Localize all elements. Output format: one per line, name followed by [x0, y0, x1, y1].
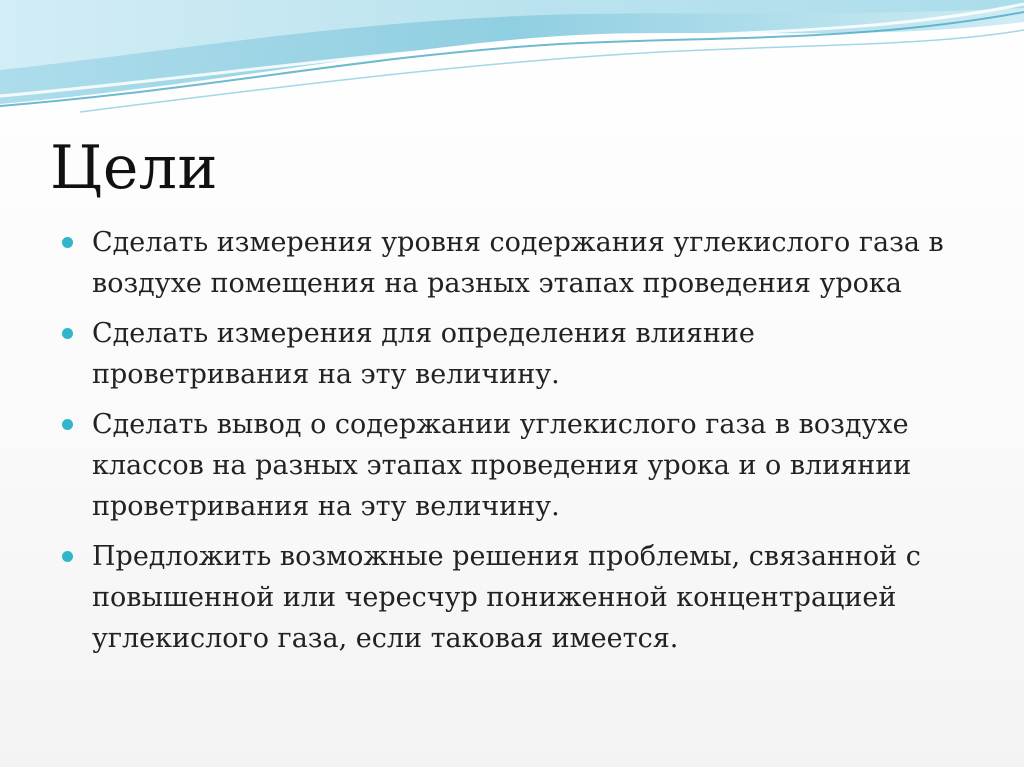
bullet-dot-icon	[62, 551, 73, 562]
goal-text: Сделать измерения уровня содержания углекислого газа в воздухе помещения на разных этапах проведения урока	[92, 227, 944, 299]
slide-title: Цели	[50, 133, 218, 203]
goal-text: Сделать вывод о содержании углекислого газа в воздухе классов на разных этапах проведения урока и о влиянии проветривания на эту величину.	[92, 409, 912, 522]
goal-text: Предложить возможные решения проблемы, связанной с повышенной или чересчур пониженной концентрацией углекислого газа, если таковая имеется.	[92, 541, 921, 654]
wave-header-decoration	[0, 0, 1024, 120]
goal-item	[60, 404, 980, 527]
goal-item	[60, 313, 980, 395]
goal-item	[60, 536, 980, 659]
bullet-dot-icon	[62, 237, 73, 248]
bullet-dot-icon	[62, 419, 73, 430]
goal-item	[60, 222, 980, 304]
goals-list	[60, 222, 980, 668]
goal-text: Сделать измерения для определения влияние проветривания на эту величину.	[92, 318, 755, 390]
bullet-dot-icon	[62, 328, 73, 339]
